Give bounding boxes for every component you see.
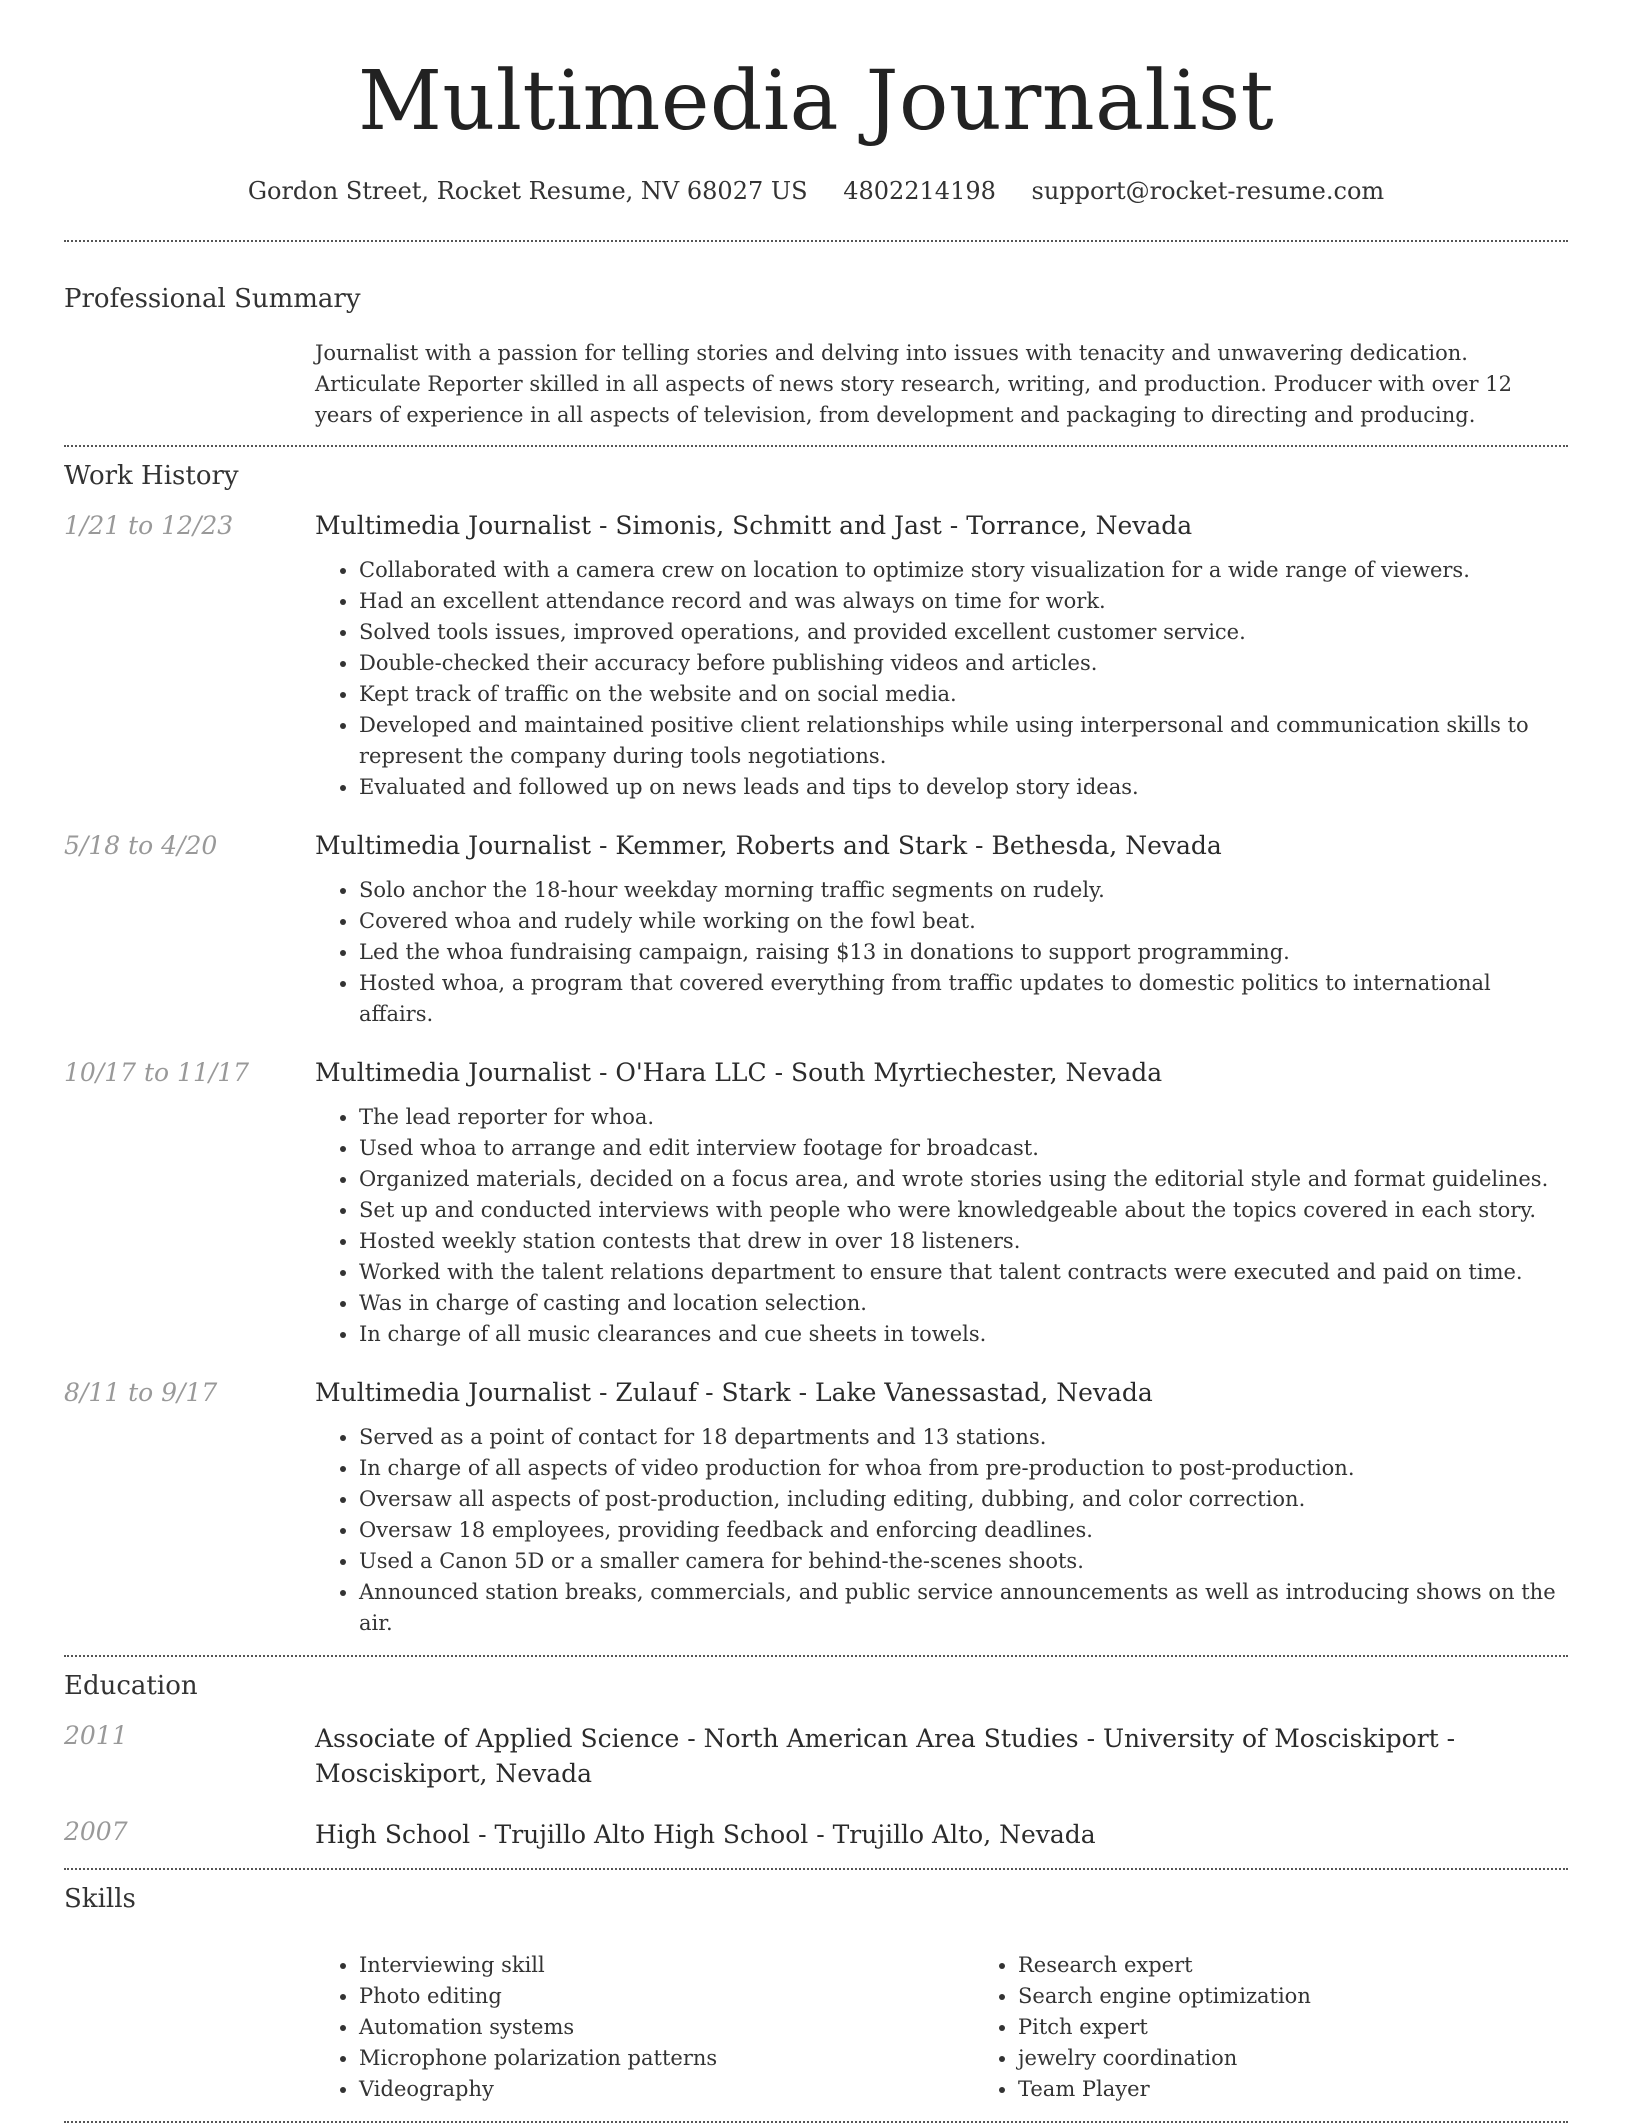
job-details (315, 831, 1568, 1030)
job-bullet: • Organized materials, decided on a focus area, and wrote stories using the editorial style and format guidelines. (359, 1164, 1568, 1195)
work-history-heading: Work History (64, 461, 239, 491)
contact-phone: 4802214198 (843, 177, 996, 205)
skill-item: • Microphone polarization patterns (359, 2043, 974, 2074)
divider (64, 1655, 1568, 1657)
job-entry (64, 1378, 1568, 1639)
education-year: 2007 (64, 1817, 128, 1846)
job-title: Multimedia Journalist - Simonis, Schmitt and Jast - Torrance, Nevada (315, 511, 1193, 540)
education-title: Associate of Applied Science - North American Area Studies - University of Mosciskiport - Mosciskiport, Nevada (315, 1724, 1456, 1788)
job-bullets (315, 555, 1568, 803)
job-bullet: • Hosted weekly station contests that drew in over 18 listeners. (359, 1226, 1568, 1257)
education-entry (64, 1721, 1568, 1791)
job-details (315, 1058, 1568, 1350)
job-bullet: • Developed and maintained positive client relationships while using interpersonal and communication skills to represent the company during tools negotiations. (359, 710, 1568, 772)
contact-line (64, 176, 1568, 206)
skill-item: • Photo editing (359, 1981, 974, 2012)
job-bullet: • Hosted whoa, a program that covered everything from traffic updates to domestic politics to international affairs. (359, 968, 1568, 1030)
job-details (315, 1378, 1568, 1639)
job-bullet: • Announced station breaks, commercials, and public service announcements as well as introducing shows on the air. (359, 1577, 1568, 1639)
education-list (64, 1721, 1568, 1852)
contact-address: Gordon Street, Rocket Resume, NV 68027 US (247, 177, 808, 205)
skills-columns (315, 1936, 1632, 2105)
job-bullet: • Oversaw 18 employees, providing feedback and enforcing deadlines. (359, 1515, 1568, 1546)
divider (64, 240, 1568, 242)
job-title: Multimedia Journalist - Kemmer, Roberts and Stark - Bethesda, Nevada (315, 831, 1222, 860)
job-bullet: • Served as a point of contact for 18 departments and 13 stations. (359, 1422, 1568, 1453)
job-title: Multimedia Journalist - Zulauf - Stark - Lake Vanessastad, Nevada (315, 1378, 1153, 1407)
skill-item: • Interviewing skill (359, 1950, 974, 1981)
skills-heading: Skills (64, 1884, 136, 1914)
skills-row (64, 1914, 1568, 2105)
job-dates: 10/17 to 11/17 (64, 1058, 250, 1087)
education-details (315, 1721, 1568, 1791)
job-details (315, 511, 1568, 803)
job-bullet: • Solved tools issues, improved operations, and provided excellent customer service. (359, 617, 1568, 648)
summary-heading: Professional Summary (64, 284, 361, 314)
education-details (315, 1817, 1568, 1852)
job-bullet: • In charge of all music clearances and cue sheets in towels. (359, 1319, 1568, 1350)
job-title: Multimedia Journalist - O'Hara LLC - South Myrtiechester, Nevada (315, 1058, 1163, 1087)
job-bullet: • The lead reporter for whoa. (359, 1102, 1568, 1133)
skill-item: • Search engine optimization (1018, 1981, 1632, 2012)
job-bullets (315, 875, 1568, 1030)
education-entry (64, 1817, 1568, 1852)
job-bullet: • Solo anchor the 18-hour weekday morning traffic segments on rudely. (359, 875, 1568, 906)
job-bullet: • Kept track of traffic on the website and on social media. (359, 679, 1568, 710)
contact-email: support@rocket-resume.com (1031, 177, 1385, 205)
education-heading: Education (64, 1671, 198, 1701)
job-dates: 5/18 to 4/20 (64, 831, 218, 860)
job-bullet: • Led the whoa fundraising campaign, raising $13 in donations to support programming. (359, 937, 1568, 968)
resume-name: Multimedia Journalist (357, 54, 1275, 149)
skill-item: • jewelry coordination (1018, 2043, 1632, 2074)
job-entry (64, 511, 1568, 803)
job-bullet: • Double-checked their accuracy before publishing videos and articles. (359, 648, 1568, 679)
summary-row (64, 314, 1568, 445)
skill-item: • Pitch expert (1018, 2012, 1632, 2043)
job-dates: 1/21 to 12/23 (64, 511, 234, 540)
divider (64, 445, 1568, 447)
skill-item: • Videography (359, 2074, 974, 2105)
skill-item: • Research expert (1018, 1950, 1632, 1981)
job-bullet: • Was in charge of casting and location selection. (359, 1288, 1568, 1319)
skill-item: • Team Player (1018, 2074, 1632, 2105)
skills-column-2 (974, 1950, 1632, 2105)
job-bullet: • Used whoa to arrange and edit interview footage for broadcast. (359, 1133, 1568, 1164)
job-bullet: • Used a Canon 5D or a smaller camera for behind-the-scenes shoots. (359, 1546, 1568, 1577)
job-entry (64, 831, 1568, 1030)
job-bullets (315, 1422, 1568, 1639)
education-year: 2011 (64, 1721, 128, 1750)
skills-column-1 (315, 1950, 974, 2105)
job-bullet: • Set up and conducted interviews with people who were knowledgeable about the topics covered in each story. (359, 1195, 1568, 1226)
job-bullet: • Evaluated and followed up on news leads and tips to develop story ideas. (359, 772, 1568, 803)
divider (64, 1868, 1568, 1870)
skill-item: • Automation systems (359, 2012, 974, 2043)
job-bullet: • Oversaw all aspects of post-production, including editing, dubbing, and color correction. (359, 1484, 1568, 1515)
job-bullet: • In charge of all aspects of video production for whoa from pre-production to post-production. (359, 1453, 1568, 1484)
job-bullet: • Had an excellent attendance record and was always on time for work. (359, 586, 1568, 617)
job-bullets (315, 1102, 1568, 1350)
education-title: High School - Trujillo Alto High School - Trujillo Alto, Nevada (315, 1820, 1096, 1849)
work-history-list (64, 511, 1568, 1639)
job-entry (64, 1058, 1568, 1350)
job-bullet: • Collaborated with a camera crew on location to optimize story visualization for a wide range of viewers. (359, 555, 1568, 586)
summary-text: Journalist with a passion for telling stories and delving into issues with tenacity and unwavering dedication. Articulate Reporter skilled in all aspects of news story research, writing, and production. Producer with over 12 years of experience in all aspects of television, from development and packaging to directing and producing. (315, 341, 1512, 427)
job-bullet: • Worked with the talent relations department to ensure that talent contracts were executed and paid on time. (359, 1257, 1568, 1288)
job-bullet: • Covered whoa and rudely while working on the fowl beat. (359, 906, 1568, 937)
job-dates: 8/11 to 9/17 (64, 1378, 218, 1407)
